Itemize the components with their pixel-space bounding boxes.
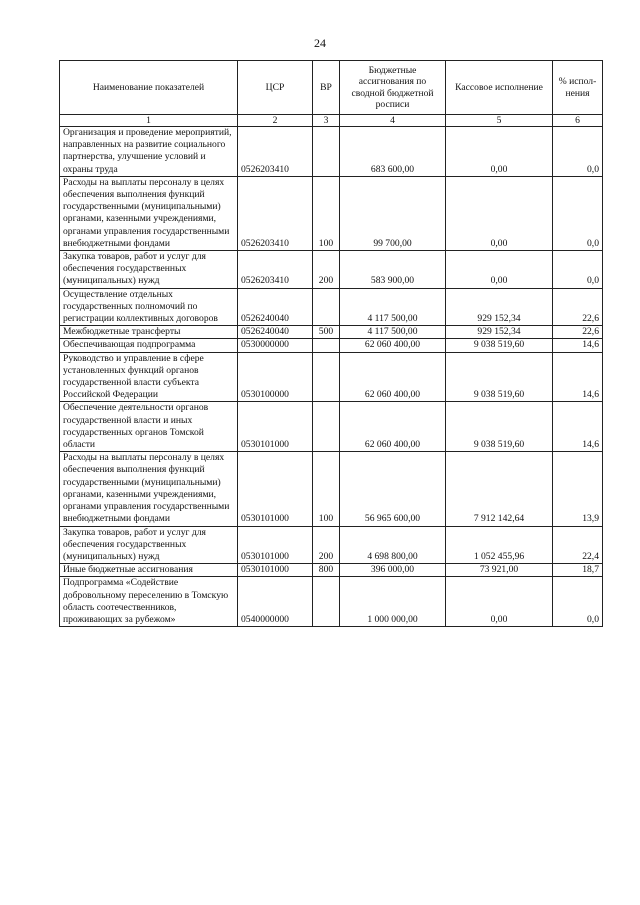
row-allocation: 396 000,00 [340, 564, 446, 577]
row-percent: 13,9 [553, 452, 603, 526]
row-vr: 100 [313, 452, 340, 526]
row-name: Межбюджетные трансферты [60, 326, 238, 339]
row-name: Обеспечение деятельности органов государственной власти и иных государственных органов Томской области [60, 402, 238, 452]
row-allocation: 62 060 400,00 [340, 339, 446, 352]
table-row [60, 339, 603, 352]
row-csr: 0540000000 [238, 577, 313, 627]
row-allocation: 683 600,00 [340, 127, 446, 177]
row-allocation: 1 000 000,00 [340, 577, 446, 627]
row-name: Иные бюджетные ассигнования [60, 564, 238, 577]
row-name: Обеспечивающая подпрограмма [60, 339, 238, 352]
row-csr: 0530101000 [238, 564, 313, 577]
table-row [60, 402, 603, 452]
header-vr: ВР [313, 61, 340, 115]
table-row [60, 288, 603, 326]
row-vr [313, 288, 340, 326]
row-csr: 0530100000 [238, 352, 313, 402]
row-vr [313, 339, 340, 352]
row-name: Расходы на выплаты персоналу в целях обеспечения выполнения функций государственными (муниципальными) органами, казенными учреждениями, органами управления государственными внебюджетными фондами [60, 452, 238, 526]
header-row [60, 61, 603, 115]
row-execution: 929 152,34 [446, 288, 553, 326]
row-execution: 7 912 142,64 [446, 452, 553, 526]
row-allocation: 4 117 500,00 [340, 288, 446, 326]
row-vr: 200 [313, 251, 340, 289]
row-percent: 14,6 [553, 402, 603, 452]
row-csr: 0526240040 [238, 326, 313, 339]
row-vr [313, 127, 340, 177]
row-execution: 0,00 [446, 251, 553, 289]
column-number: 1 [60, 115, 238, 127]
row-vr: 100 [313, 176, 340, 250]
row-execution: 9 038 519,60 [446, 339, 553, 352]
row-name: Организация и проведение мероприятий, направленных на развитие социального партнерства, улучшение условий и охраны труда [60, 127, 238, 177]
row-csr: 0526203410 [238, 127, 313, 177]
row-execution: 0,00 [446, 176, 553, 250]
row-percent: 18,7 [553, 564, 603, 577]
row-execution: 1 052 455,96 [446, 526, 553, 564]
column-number: 6 [553, 115, 603, 127]
row-allocation: 99 700,00 [340, 176, 446, 250]
row-csr: 0530101000 [238, 526, 313, 564]
column-number: 3 [313, 115, 340, 127]
row-allocation: 4 117 500,00 [340, 326, 446, 339]
table-row [60, 326, 603, 339]
row-execution: 0,00 [446, 127, 553, 177]
row-execution: 9 038 519,60 [446, 402, 553, 452]
row-csr: 0526240040 [238, 288, 313, 326]
row-allocation: 4 698 800,00 [340, 526, 446, 564]
row-name: Закупка товаров, работ и услуг для обеспечения государственных (муниципальных) нужд [60, 526, 238, 564]
header-csr: ЦСР [238, 61, 313, 115]
row-csr: 0526203410 [238, 176, 313, 250]
row-percent: 0,0 [553, 176, 603, 250]
row-name: Расходы на выплаты персоналу в целях обеспечения выполнения функций государственными (муниципальными) органами, казенными учреждениями, органами управления государственными внебюджетными фондами [60, 176, 238, 250]
table-row [60, 176, 603, 250]
header-name: Наименование показателей [60, 61, 238, 115]
row-vr [313, 577, 340, 627]
row-execution: 9 038 519,60 [446, 352, 553, 402]
table-row [60, 251, 603, 289]
table-row [60, 564, 603, 577]
row-percent: 22,6 [553, 326, 603, 339]
row-vr: 800 [313, 564, 340, 577]
column-number: 5 [446, 115, 553, 127]
row-allocation: 62 060 400,00 [340, 402, 446, 452]
row-percent: 14,6 [553, 339, 603, 352]
header-percent: % испол-нения [553, 61, 603, 115]
row-execution: 929 152,34 [446, 326, 553, 339]
row-allocation: 62 060 400,00 [340, 352, 446, 402]
row-allocation: 583 900,00 [340, 251, 446, 289]
row-vr [313, 402, 340, 452]
row-csr: 0526203410 [238, 251, 313, 289]
budget-table [59, 60, 603, 627]
header-allocation: Бюджетные ассигнования по сводной бюджетной росписи [340, 61, 446, 115]
row-csr: 0530101000 [238, 452, 313, 526]
row-percent: 0,0 [553, 577, 603, 627]
table-row [60, 526, 603, 564]
row-percent: 14,6 [553, 352, 603, 402]
row-name: Подпрограмма «Содействие добровольному переселению в Томскую область соотечественников, проживающих за рубежом» [60, 577, 238, 627]
table-row [60, 452, 603, 526]
page-number: 24 [314, 36, 326, 50]
table-row [60, 127, 603, 177]
row-csr: 0530101000 [238, 402, 313, 452]
row-name: Руководство и управление в сфере установленных функций органов государственной власти субъекта Российской Федерации [60, 352, 238, 402]
row-name: Закупка товаров, работ и услуг для обеспечения государственных (муниципальных) нужд [60, 251, 238, 289]
row-vr [313, 352, 340, 402]
table-row [60, 352, 603, 402]
column-number: 2 [238, 115, 313, 127]
row-vr: 200 [313, 526, 340, 564]
header-execution: Кассовое исполнение [446, 61, 553, 115]
row-csr: 0530000000 [238, 339, 313, 352]
row-execution: 73 921,00 [446, 564, 553, 577]
row-percent: 0,0 [553, 251, 603, 289]
table-row [60, 577, 603, 627]
column-number-row [60, 115, 603, 127]
row-percent: 22,6 [553, 288, 603, 326]
row-percent: 22,4 [553, 526, 603, 564]
row-vr: 500 [313, 326, 340, 339]
row-execution: 0,00 [446, 577, 553, 627]
row-percent: 0,0 [553, 127, 603, 177]
row-name: Осуществление отдельных государственных полномочий по регистрации коллективных договоров [60, 288, 238, 326]
column-number: 4 [340, 115, 446, 127]
row-allocation: 56 965 600,00 [340, 452, 446, 526]
